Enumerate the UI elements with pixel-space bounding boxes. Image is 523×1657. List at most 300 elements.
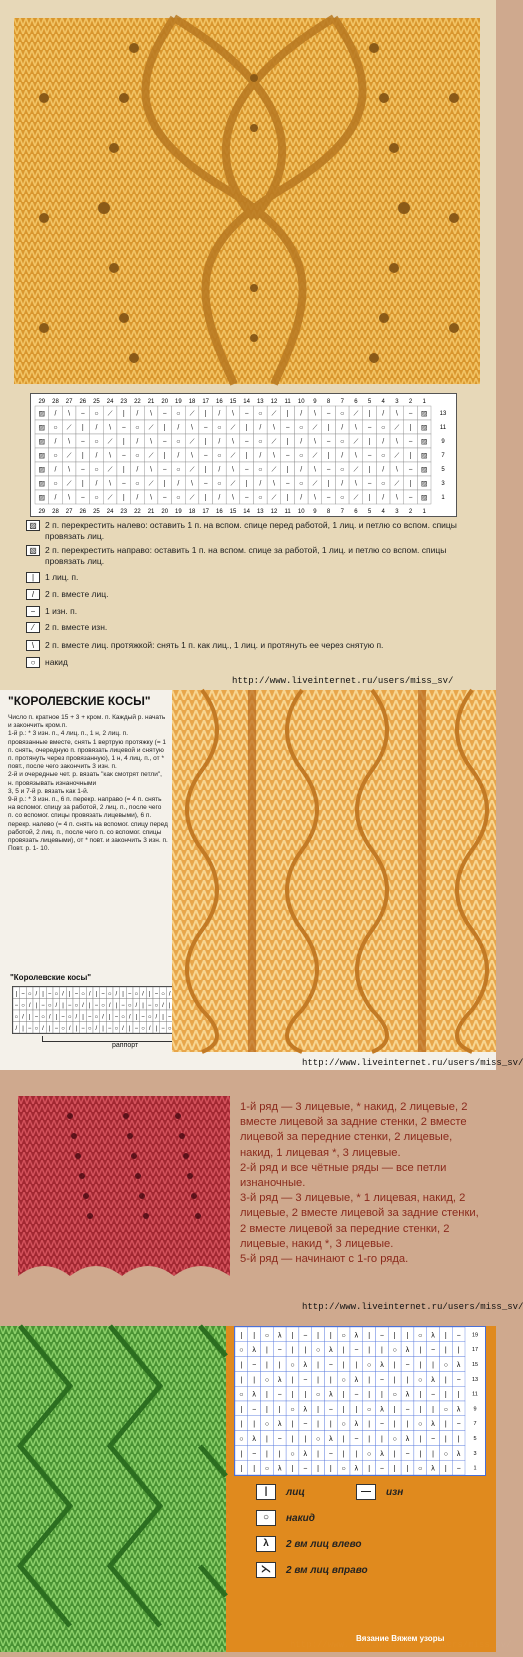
chart1-symbol: | bbox=[81, 480, 84, 488]
knit-photo-hearts bbox=[14, 18, 480, 384]
knit-icon: | bbox=[256, 1484, 276, 1500]
pattern-instructions bbox=[8, 714, 168, 853]
chart1-symbol: ▨ bbox=[38, 466, 46, 474]
chart4-symbol: λ bbox=[252, 1436, 256, 1443]
chart4-symbol: | bbox=[240, 1450, 243, 1458]
chart2-symbol: / bbox=[148, 1025, 151, 1032]
chart1-symbol: ○ bbox=[381, 452, 386, 460]
chart1-symbol: | bbox=[245, 424, 248, 432]
chart4-symbol: ○ bbox=[290, 1406, 295, 1414]
chart1-symbol: ▨ bbox=[420, 410, 428, 418]
chart4-symbol: λ bbox=[405, 1391, 410, 1399]
chart1-col-number: 14 bbox=[243, 509, 250, 515]
chart4-symbol: − bbox=[456, 1332, 461, 1340]
chart4-symbol: | bbox=[444, 1332, 447, 1340]
chart4-symbol: λ bbox=[303, 1406, 308, 1414]
chart1-symbol: ▨ bbox=[38, 480, 46, 488]
chart4-symbol: | bbox=[317, 1421, 319, 1429]
chart2-symbol: | bbox=[108, 1014, 111, 1021]
chart4-symbol: | bbox=[368, 1436, 371, 1443]
chart4-symbol: | bbox=[291, 1436, 294, 1443]
chart4-symbol: λ bbox=[303, 1362, 308, 1369]
chart1-row-number: 13 bbox=[439, 411, 447, 417]
chart4-row-number: 11 bbox=[472, 1391, 478, 1398]
chart1-symbol: − bbox=[326, 410, 331, 418]
chart1-symbol: ⟋ bbox=[189, 494, 195, 502]
chart1-col-number: 1 bbox=[422, 509, 426, 515]
chart2-symbol: / bbox=[155, 1014, 158, 1021]
chart1-symbol: − bbox=[408, 410, 413, 418]
chart1-col-number: 13 bbox=[256, 509, 264, 515]
chart4-symbol: | bbox=[355, 1406, 358, 1414]
chart1-symbol: − bbox=[367, 480, 372, 488]
chart4-symbol: λ bbox=[431, 1465, 435, 1473]
chart1-col-number: 5 bbox=[367, 399, 372, 405]
chart1-symbol: − bbox=[80, 410, 85, 418]
chart4-symbol: − bbox=[456, 1421, 461, 1429]
chart4-symbol: | bbox=[393, 1376, 396, 1384]
chart1-symbol: \ bbox=[109, 452, 112, 460]
source-url-3[interactable]: http://www.liveinternet.ru/users/miss_sv/ bbox=[302, 1302, 523, 1312]
chart4-symbol: ○ bbox=[443, 1406, 448, 1414]
chart1-symbol: ⟋ bbox=[66, 452, 72, 460]
legend-4-row bbox=[356, 1484, 403, 1500]
chart1-symbol: − bbox=[80, 438, 85, 446]
chart4-symbol: − bbox=[379, 1376, 384, 1384]
chart4-symbol: ○ bbox=[341, 1465, 346, 1473]
chart2-symbol: | bbox=[48, 1025, 51, 1032]
chart4-symbol: | bbox=[253, 1421, 256, 1429]
chart1-symbol: / bbox=[382, 438, 385, 446]
chart1-symbol: \ bbox=[354, 452, 357, 460]
chart4-symbol: ○ bbox=[264, 1332, 270, 1340]
chart4-symbol: ○ bbox=[341, 1332, 346, 1340]
chart4-symbol: λ bbox=[456, 1406, 461, 1414]
chart4-symbol: | bbox=[240, 1406, 243, 1414]
chart2-symbol: − bbox=[147, 1002, 152, 1009]
chart1-symbol: ○ bbox=[135, 480, 140, 488]
chart1-symbol: ⟋ bbox=[230, 480, 236, 488]
chart4-symbol: | bbox=[432, 1406, 434, 1414]
chart1-symbol: ▨ bbox=[420, 424, 428, 432]
chart4-symbol: | bbox=[432, 1362, 434, 1369]
chart1-symbol: ⟋ bbox=[312, 480, 318, 488]
chart1-symbol: ⟋ bbox=[66, 480, 72, 488]
chart2-symbol: ○ bbox=[107, 991, 112, 998]
chart4-symbol: − bbox=[303, 1421, 308, 1429]
chart1-symbol: ○ bbox=[258, 466, 263, 474]
chart2-symbol: ○ bbox=[127, 1002, 132, 1009]
chart4-symbol: ○ bbox=[239, 1436, 244, 1443]
instruction-paragraph: 3-й ряд — 3 лицевые, * 1 лицевая, накид, 2 лицевые, 2 вместе лицевой за задние стенки, 2 вместе лицевой за передние стенки, 2 лицевые, накид *, 3 лицевые. bbox=[240, 1192, 479, 1250]
chart4-symbol: | bbox=[266, 1406, 268, 1414]
chart4-symbol: | bbox=[457, 1391, 460, 1399]
chart1-symbol: ○ bbox=[340, 438, 345, 446]
chart1-symbol: / bbox=[177, 424, 180, 432]
cross-right-icon: ▧ bbox=[26, 545, 40, 556]
chart1-symbol: | bbox=[327, 452, 330, 460]
chart1-symbol: − bbox=[326, 438, 331, 446]
chart4-symbol: | bbox=[342, 1347, 345, 1355]
chart1-symbol: \ bbox=[272, 424, 275, 432]
chart4-symbol: | bbox=[329, 1421, 332, 1429]
chart4-symbol: ○ bbox=[264, 1421, 270, 1429]
ssk-icon: \ bbox=[26, 640, 40, 651]
chart1-col-number: 24 bbox=[106, 509, 114, 515]
chart1-symbol: ○ bbox=[340, 466, 345, 474]
chart1-symbol: / bbox=[177, 480, 180, 488]
chart1-symbol: / bbox=[300, 410, 303, 418]
chart1-symbol: ○ bbox=[135, 424, 140, 432]
chart2-symbol: ○ bbox=[121, 1014, 125, 1021]
chart1-symbol: | bbox=[122, 494, 125, 502]
chart4-symbol: − bbox=[252, 1406, 257, 1414]
legend-1-row bbox=[26, 622, 466, 633]
chart4-symbol: λ bbox=[405, 1436, 410, 1443]
chart1-symbol: ○ bbox=[299, 424, 304, 432]
chart1-symbol: | bbox=[368, 466, 371, 474]
chart2-symbol: | bbox=[135, 1014, 138, 1021]
chart2-symbol: ○ bbox=[34, 1025, 39, 1032]
chart4-symbol: ○ bbox=[418, 1376, 423, 1384]
chart1-symbol: ⟋ bbox=[394, 480, 400, 488]
chart4-symbol: λ bbox=[380, 1450, 384, 1458]
chart4-row-number: 13 bbox=[471, 1376, 479, 1383]
chart1-col-number: 11 bbox=[284, 399, 291, 405]
chart1-symbol: / bbox=[218, 494, 221, 502]
chart1-symbol: ⟋ bbox=[148, 452, 154, 460]
chart1-symbol: / bbox=[218, 438, 221, 446]
chart1-symbol: / bbox=[136, 494, 139, 502]
legend-4-row bbox=[256, 1484, 305, 1500]
chart2-symbol: | bbox=[82, 1014, 84, 1021]
chart4-symbol: ○ bbox=[392, 1436, 397, 1443]
chart1-symbol: ⟋ bbox=[394, 424, 400, 432]
chart1-col-number: 17 bbox=[202, 509, 210, 515]
chart4-symbol: ○ bbox=[315, 1391, 321, 1399]
chart1-col-number: 14 bbox=[243, 399, 250, 405]
chart1-symbol: \ bbox=[395, 438, 398, 446]
chart4-symbol: | bbox=[329, 1332, 332, 1340]
chart4-symbol: − bbox=[303, 1465, 308, 1473]
section-4 bbox=[0, 1326, 496, 1652]
chart1-symbol: | bbox=[409, 424, 412, 432]
chart4-symbol: − bbox=[277, 1347, 282, 1355]
chart4-symbol: − bbox=[431, 1391, 436, 1399]
chart4-symbol: − bbox=[379, 1332, 384, 1340]
chart2-symbol: / bbox=[55, 1002, 58, 1009]
source-url-2[interactable]: http://www.liveinternet.ru/users/miss_sv/ bbox=[302, 1058, 523, 1068]
chart1-symbol: ⟋ bbox=[271, 410, 277, 418]
instruction-paragraph: Число п. кратное 15 + 3 + кром. п. Каждый р. начать и закончить кром.п. bbox=[8, 714, 166, 730]
chart4-symbol: | bbox=[406, 1332, 409, 1340]
chart1-symbol: / bbox=[382, 410, 385, 418]
chart1-symbol: \ bbox=[313, 466, 316, 474]
chart2-symbol: / bbox=[95, 1025, 98, 1032]
chart1-symbol: ⟋ bbox=[353, 494, 359, 502]
chart1-symbol: ▨ bbox=[38, 424, 46, 432]
chart1-symbol: | bbox=[204, 410, 207, 418]
chart4-symbol: λ bbox=[354, 1376, 359, 1384]
chart1-symbol: − bbox=[244, 466, 249, 474]
legend-1-text: 2 п. вместе изн. bbox=[45, 622, 108, 632]
chart1-symbol: ▨ bbox=[420, 466, 428, 474]
instruction-paragraph: 1-й ряд — 3 лицевые, * накид, 2 лицевые, 2 вместе лицевой за задние стенки, 2 вместе лицевой за передние стенки, 2 лицевые, накид, 1 лицевая *, 3 лицевые. bbox=[240, 1101, 468, 1159]
section-3 bbox=[0, 1070, 523, 1326]
chart4-symbol: λ bbox=[354, 1332, 359, 1340]
chart1-symbol: | bbox=[204, 494, 207, 502]
section-1 bbox=[0, 0, 496, 690]
legend-1-row bbox=[26, 545, 466, 567]
source-url-4[interactable] bbox=[290, 1640, 511, 1650]
chart4-symbol: | bbox=[253, 1332, 256, 1340]
chart1-col-number: 21 bbox=[147, 399, 155, 405]
chart1-symbol: \ bbox=[68, 410, 71, 418]
chart1-symbol: \ bbox=[68, 438, 71, 446]
chart1-col-number: 10 bbox=[297, 509, 305, 515]
chart4-symbol: | bbox=[444, 1376, 447, 1384]
chart4-symbol: λ bbox=[277, 1332, 282, 1340]
chart2-symbol: | bbox=[128, 1025, 131, 1032]
brand-label: Вязание Вяжем узоры bbox=[356, 1634, 445, 1643]
chart1-symbol: | bbox=[286, 410, 289, 418]
chart1-symbol: / bbox=[95, 452, 98, 460]
chart1-symbol: \ bbox=[109, 424, 112, 432]
chart4-symbol: − bbox=[252, 1450, 257, 1458]
chart2-symbol: − bbox=[67, 1002, 72, 1009]
chart1-symbol: ⟋ bbox=[230, 424, 236, 432]
chart4-symbol: | bbox=[329, 1376, 332, 1384]
legend-1-text: 1 лиц. п. bbox=[45, 572, 79, 582]
chart1-symbol: ⟋ bbox=[107, 438, 113, 446]
chart1-symbol: | bbox=[409, 480, 412, 488]
chart1-symbol: ▨ bbox=[420, 452, 428, 460]
legend-4-text: изн bbox=[386, 1486, 404, 1498]
source-url-1[interactable]: http://www.liveinternet.ru/users/miss_sv/ bbox=[232, 676, 454, 686]
chart4-symbol: | bbox=[240, 1465, 243, 1473]
chart2-symbol: ○ bbox=[87, 1025, 92, 1032]
chart1-symbol: ▨ bbox=[420, 480, 428, 488]
chart1-symbol: | bbox=[122, 410, 125, 418]
chart4-row-number: 1 bbox=[473, 1465, 477, 1472]
chart4-symbol: | bbox=[240, 1421, 243, 1429]
chart1-symbol: ⟋ bbox=[189, 466, 195, 474]
chart1-col-number: 28 bbox=[52, 399, 59, 405]
chart4-symbol: | bbox=[266, 1362, 268, 1369]
chart1-symbol: \ bbox=[272, 452, 275, 460]
legend-4-text: лиц bbox=[286, 1486, 305, 1498]
chart1-symbol: \ bbox=[191, 424, 194, 432]
chart4-symbol: ○ bbox=[367, 1362, 372, 1369]
chart4-symbol: ○ bbox=[418, 1465, 423, 1473]
chart4-symbol: λ bbox=[252, 1347, 256, 1355]
chart4-symbol: | bbox=[342, 1406, 345, 1414]
chart1-symbol: − bbox=[408, 438, 413, 446]
chart4-row-number: 17 bbox=[471, 1347, 479, 1354]
chart4-symbol: λ bbox=[252, 1391, 256, 1399]
chart2-symbol: − bbox=[74, 991, 79, 998]
chart4-symbol: | bbox=[393, 1450, 396, 1458]
chart1-col-number: 29 bbox=[38, 509, 46, 515]
chart2-symbol: − bbox=[127, 991, 132, 998]
chart4-symbol: | bbox=[444, 1465, 447, 1473]
chart1-symbol: ⟋ bbox=[66, 424, 72, 432]
chart1-symbol: ○ bbox=[258, 438, 263, 446]
chart4-symbol: | bbox=[368, 1465, 371, 1473]
knit-chart-2 bbox=[12, 986, 174, 1034]
chart2-symbol: / bbox=[15, 1025, 18, 1032]
chart4-symbol: | bbox=[304, 1436, 307, 1443]
pattern-text-3 bbox=[240, 1100, 480, 1267]
knit-photo-green-leaf bbox=[0, 1326, 226, 1652]
chart1-symbol: ⟋ bbox=[148, 424, 154, 432]
chart2-symbol: − bbox=[27, 1025, 32, 1032]
chart1-symbol: / bbox=[136, 438, 139, 446]
chart2-symbol: ○ bbox=[74, 1002, 79, 1009]
chart1-symbol: | bbox=[204, 438, 207, 446]
chart1-symbol: | bbox=[163, 424, 166, 432]
chart4-symbol: | bbox=[317, 1465, 319, 1473]
yarn-over-icon: ○ bbox=[256, 1510, 276, 1526]
chart1-symbol: ⟋ bbox=[148, 480, 154, 488]
chart1-symbol: \ bbox=[272, 480, 275, 488]
chart4-symbol: | bbox=[419, 1362, 422, 1369]
chart1-symbol: − bbox=[121, 480, 126, 488]
chart4-symbol: | bbox=[406, 1421, 409, 1429]
instruction-paragraph: 2-й и очередные чет. р. вязать "как смотрят петли", н. провязывать изнаночными bbox=[8, 771, 162, 787]
chart1-col-number: 20 bbox=[161, 509, 169, 515]
chart1-symbol: / bbox=[341, 424, 344, 432]
instruction-paragraph: 3, 5 и 7-й р. вязать как 1-й. bbox=[8, 787, 89, 795]
chart1-col-number: 3 bbox=[395, 509, 399, 515]
chart2-symbol: | bbox=[155, 1025, 158, 1032]
chart1-symbol: \ bbox=[109, 480, 112, 488]
chart1-symbol: ○ bbox=[176, 438, 181, 446]
legend-1-text: 1 изн. п. bbox=[45, 606, 78, 616]
chart4-symbol: − bbox=[431, 1436, 436, 1443]
k2tog-right-icon: ⋋ bbox=[256, 1562, 276, 1578]
chart1-col-number: 26 bbox=[79, 399, 87, 405]
legend-1-row bbox=[26, 589, 466, 600]
chart4-symbol: λ bbox=[405, 1347, 410, 1355]
chart-title-2: "Королевские косы" bbox=[10, 973, 92, 982]
chart1-symbol: \ bbox=[150, 438, 153, 446]
chart1-symbol: / bbox=[54, 438, 57, 446]
legend-1-row bbox=[26, 520, 466, 542]
chart4-symbol: ○ bbox=[341, 1421, 346, 1429]
chart1-symbol: | bbox=[204, 466, 207, 474]
chart4-symbol: λ bbox=[329, 1391, 333, 1399]
chart4-symbol: | bbox=[406, 1376, 409, 1384]
chart4-symbol: − bbox=[405, 1362, 410, 1369]
chart4-symbol: | bbox=[278, 1362, 281, 1369]
chart4-symbol: | bbox=[317, 1406, 319, 1414]
chart4-symbol: | bbox=[419, 1406, 422, 1414]
chart1-symbol: \ bbox=[68, 494, 71, 502]
chart1-symbol: ▨ bbox=[38, 410, 46, 418]
instruction-paragraph: 1-й р.: * 3 изн. п., 4 лиц. п., 1 н, 2 лиц. п. провязанные вместе, снять 1 вертрую протяжку (= 1 п. снять, очередную п. провязать лицевой и снятую п. протянуть через провязанную), 1 н, 4 лиц. п., от * повт., после чего закончить 3 изн. п. bbox=[8, 730, 167, 771]
chart4-row-number: 7 bbox=[473, 1421, 477, 1428]
chart4-symbol: | bbox=[368, 1332, 371, 1340]
chart1-symbol: − bbox=[367, 424, 372, 432]
legend-4-row bbox=[256, 1510, 315, 1526]
chart1-symbol: ○ bbox=[176, 466, 181, 474]
chart1-symbol: ○ bbox=[135, 452, 140, 460]
chart1-symbol: − bbox=[203, 480, 208, 488]
chart4-symbol: ○ bbox=[239, 1391, 244, 1399]
chart1-col-number: 2 bbox=[408, 399, 413, 405]
chart2-symbol: ○ bbox=[94, 1014, 99, 1021]
chart1-symbol: / bbox=[341, 480, 344, 488]
chart1-symbol: / bbox=[54, 410, 57, 418]
chart2-symbol: | bbox=[22, 1025, 24, 1032]
knit-chart-1 bbox=[30, 393, 457, 517]
chart1-symbol: − bbox=[326, 494, 331, 502]
chart4-symbol: λ bbox=[277, 1376, 282, 1384]
chart1-col-number: 12 bbox=[270, 399, 278, 405]
chart1-symbol: ○ bbox=[381, 424, 386, 432]
chart4-symbol: − bbox=[328, 1450, 333, 1458]
chart4-symbol: − bbox=[354, 1391, 359, 1399]
chart1-symbol: − bbox=[408, 466, 413, 474]
chart4-symbol: | bbox=[342, 1436, 345, 1443]
chart1-row-number: 11 bbox=[439, 425, 447, 431]
chart4-symbol: ○ bbox=[367, 1450, 372, 1458]
legend-4-text: 2 вм лиц влево bbox=[286, 1538, 362, 1550]
chart1-symbol: ⟋ bbox=[271, 494, 277, 502]
chart1-col-number: 26 bbox=[79, 509, 87, 515]
chart2-symbol: − bbox=[121, 1002, 125, 1009]
k2tog-left-icon: λ bbox=[256, 1536, 276, 1552]
chart1-col-number: 24 bbox=[106, 399, 114, 405]
chart4-symbol: | bbox=[317, 1362, 319, 1369]
chart2-symbol: ○ bbox=[154, 1002, 159, 1009]
chart4-symbol: λ bbox=[303, 1450, 308, 1458]
chart1-symbol: ⟋ bbox=[271, 438, 277, 446]
chart1-symbol: ○ bbox=[94, 410, 99, 418]
chart2-symbol: / bbox=[48, 1014, 51, 1021]
chart4-symbol: − bbox=[405, 1406, 410, 1414]
chart4-symbol: | bbox=[393, 1465, 396, 1473]
chart1-symbol: ○ bbox=[176, 494, 181, 502]
chart4-symbol: ○ bbox=[418, 1421, 423, 1429]
chart1-symbol: / bbox=[136, 466, 139, 474]
chart2-symbol: − bbox=[161, 1025, 165, 1032]
chart1-symbol: / bbox=[95, 480, 98, 488]
chart1-symbol: − bbox=[285, 452, 290, 460]
chart2-symbol: ○ bbox=[41, 1014, 45, 1021]
chart4-symbol: | bbox=[406, 1465, 409, 1473]
chart1-col-number: 10 bbox=[297, 399, 305, 405]
chart1-symbol: | bbox=[368, 494, 371, 502]
chart1-symbol: − bbox=[244, 494, 249, 502]
chart4-symbol: λ bbox=[277, 1465, 282, 1473]
chart1-symbol: ○ bbox=[381, 480, 386, 488]
chart4-symbol: | bbox=[266, 1391, 268, 1399]
chart1-symbol: ○ bbox=[217, 480, 222, 488]
chart4-symbol: | bbox=[368, 1391, 371, 1399]
chart2-symbol: / bbox=[128, 1014, 131, 1021]
chart2-symbol: − bbox=[87, 1014, 92, 1021]
chart1-col-number: 8 bbox=[326, 399, 331, 405]
chart1-symbol: \ bbox=[150, 494, 153, 502]
chart1-col-number: 7 bbox=[340, 399, 344, 405]
chart2-symbol: | bbox=[28, 1014, 31, 1021]
chart1-symbol: \ bbox=[232, 494, 234, 502]
chart2-symbol: | bbox=[95, 991, 98, 998]
chart2-symbol: / bbox=[42, 1025, 44, 1032]
chart1-symbol: ○ bbox=[176, 410, 181, 418]
